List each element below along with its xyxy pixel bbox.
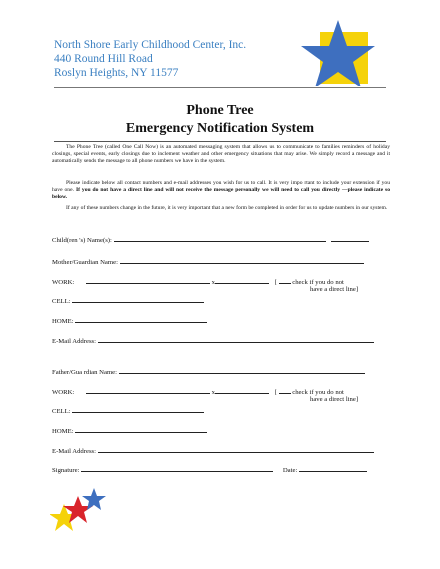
intro-paragraph-2	[52, 180, 390, 202]
email-label: E-Mail Address:	[52, 338, 97, 345]
mother-no-direct-checkbox[interactable]	[279, 277, 291, 284]
check-text-2: check if you do not	[292, 389, 344, 396]
header-divider	[54, 87, 386, 88]
father-label: Father/Gua rdian Name:	[52, 369, 117, 376]
page-subtitle: Emergency Notification System	[125, 121, 315, 136]
mother-name-field[interactable]	[120, 257, 364, 264]
children-extra-field[interactable]	[331, 235, 369, 242]
intro-paragraph-3: If any of these numbers change in the future, it is very important that a new form be completed in order for us to update numbers in our system.	[66, 205, 388, 211]
signature-label: Signature:	[52, 467, 80, 474]
bracket-open: [	[274, 279, 277, 286]
intro-paragraph-2-text: Please indicate below all contact numbers and e-mail addresses you wish for us to call. It is very impo rtant to include your extension if you have one.	[52, 180, 390, 194]
father-work-field[interactable]	[86, 387, 210, 394]
cell-label: CELL:	[52, 298, 71, 305]
father-home-field[interactable]	[75, 426, 207, 433]
mother-email-row	[52, 336, 374, 346]
signature-row	[52, 465, 367, 475]
email-label-2: E-Mail Address:	[52, 448, 97, 455]
address-line-1: 440 Round Hill Road	[54, 53, 153, 65]
work-label-2: WORK:	[52, 389, 75, 396]
mother-home-row	[52, 316, 207, 326]
father-ext-field[interactable]	[215, 387, 269, 394]
father-row	[52, 367, 365, 377]
ext-label-2: x	[211, 389, 215, 396]
page-title: Phone Tree	[186, 103, 254, 118]
bracket-open-2: [	[274, 389, 277, 396]
mother-ext-field[interactable]	[215, 277, 269, 284]
mother-cell-row	[52, 296, 204, 306]
mother-label: Mother/Guardian Name:	[52, 259, 118, 266]
father-home-row	[52, 426, 207, 436]
address-line-2: Roslyn Heights, NY 11577	[54, 67, 179, 79]
father-email-row	[52, 446, 374, 456]
father-cell-row	[52, 406, 204, 416]
stars-logo-icon	[50, 488, 108, 536]
mother-home-field[interactable]	[75, 316, 207, 323]
check-text: check if you do not	[292, 279, 344, 286]
date-label: Date:	[282, 467, 298, 474]
children-name-field[interactable]	[114, 235, 326, 242]
star-logo-icon	[298, 18, 388, 86]
father-cell-field[interactable]	[72, 406, 204, 413]
ext-label: x	[211, 279, 215, 286]
mother-row	[52, 257, 364, 267]
intro-paragraph-1: The Phone Tree (called One Call Now) is an automated messaging system that allows us to communicate to families reminders of holiday closings, special events, early closings due to inclement weather and other emergency situations that may arise. We simply record a message and it automatically sends the message to all phone numbers we have in the system.	[52, 144, 390, 165]
father-name-field[interactable]	[119, 367, 365, 374]
work-label: WORK:	[52, 279, 75, 286]
children-row	[52, 235, 369, 245]
home-label-2: HOME:	[52, 428, 74, 435]
mother-work-field[interactable]	[86, 277, 210, 284]
children-label: Child(ren 's) Name(s):	[52, 237, 112, 244]
mother-work-row	[52, 277, 344, 287]
org-name: North Shore Early Childhood Center, Inc.	[54, 39, 247, 51]
signature-field[interactable]	[81, 465, 273, 472]
father-check-text-2: have a direct line]	[310, 396, 359, 403]
date-field[interactable]	[299, 465, 367, 472]
intro-paragraph-2-bold: If you do not have a direct line and will not receive the message personally we will need to call you directly —please indicate so below.	[52, 187, 391, 201]
father-no-direct-checkbox[interactable]	[279, 387, 291, 394]
father-work-row	[52, 387, 344, 397]
mother-cell-field[interactable]	[72, 296, 204, 303]
title-divider	[54, 141, 386, 142]
mother-email-field[interactable]	[98, 336, 374, 343]
mother-check-text-2: have a direct line]	[310, 286, 359, 293]
cell-label-2: CELL:	[52, 408, 71, 415]
father-email-field[interactable]	[98, 446, 374, 453]
home-label: HOME:	[52, 318, 74, 325]
